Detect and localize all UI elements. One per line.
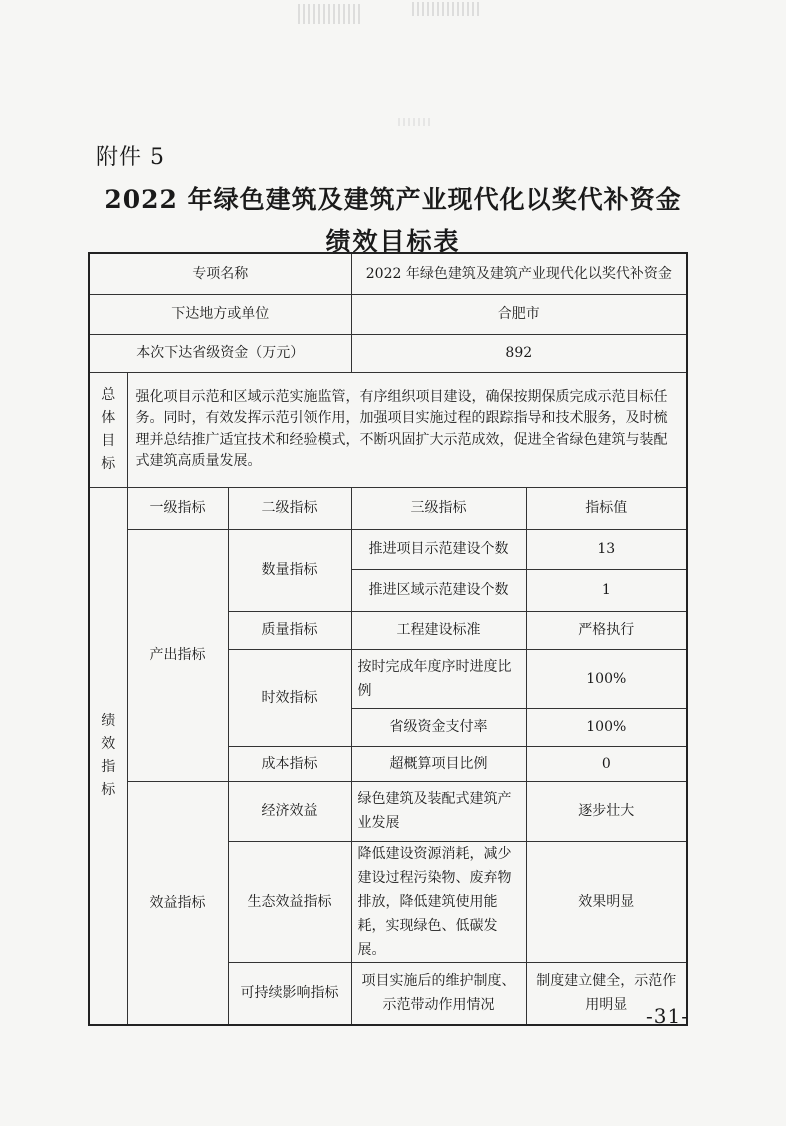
level2-sustainable: 可持续影响指标 [228,962,351,1025]
value-cell: 严格执行 [526,611,687,649]
level2-economic: 经济效益 [228,781,351,841]
overall-goal-side-label: 总 体 目 标 [89,372,127,487]
level3-cell: 降低建设资源消耗，减少建设过程污染物、废弃物排放，降低建筑使用能耗，实现绿色、低碳发展。 [351,841,526,962]
level3-cell: 推进项目示范建设个数 [351,529,526,569]
value-cell: 100% [526,649,687,708]
level3-cell: 按时完成年度序时进度比例 [351,649,526,708]
value-cell: 效果明显 [526,841,687,962]
performance-target-table [88,252,688,1026]
level3-cell: 推进区域示范建设个数 [351,569,526,611]
info-value: 合肥市 [351,294,687,334]
info-row [89,253,687,294]
level3-cell: 绿色建筑及装配式建筑产业发展 [351,781,526,841]
level2-quality: 质量指标 [228,611,351,649]
value-cell: 0 [526,746,687,781]
table-row [89,529,687,569]
value-cell: 1 [526,569,687,611]
level2-timeliness: 时效指标 [228,649,351,746]
scan-artifact [298,4,360,24]
indicator-header-row [89,487,687,529]
info-value: 892 [351,334,687,372]
level3-cell: 省级资金支付率 [351,708,526,746]
overall-goal-row [89,372,687,487]
overall-goal-text: 强化项目示范和区域示范实施监管，有序组织项目建设，确保按期保质完成示范目标任务。同时，有效发挥示范引领作用，加强项目实施过程的跟踪指导和技术服务，及时梳理并总结推广适宜技术和经验模式，不断巩固扩大示范成效，促进全省绿色建筑与装配式建筑高质量发展。 [127,372,687,487]
info-label: 本次下达省级资金（万元） [89,334,351,372]
level1-benefit: 效益指标 [127,781,228,1025]
info-row [89,294,687,334]
header-level1: 一级指标 [127,487,228,529]
level3-cell: 项目实施后的维护制度、示范带动作用情况 [351,962,526,1025]
level3-cell: 超概算项目比例 [351,746,526,781]
header-value: 指标值 [526,487,687,529]
page-number: -31- [646,1004,689,1028]
level2-ecological: 生态效益指标 [228,841,351,962]
info-label: 下达地方或单位 [89,294,351,334]
info-row [89,334,687,372]
scan-artifact [398,118,432,126]
indicators-side-label: 绩 效 指 标 [89,487,127,1025]
scan-artifact [412,2,482,16]
level2-quantity: 数量指标 [228,529,351,611]
document-title: 2022 年绿色建筑及建筑产业现代化以奖代补资金 [104,185,682,214]
header-level3: 三级指标 [351,487,526,529]
document-subtitle: 绩效目标表 [325,227,461,256]
attachment-label: 附件 5 [96,145,165,170]
info-value: 2022 年绿色建筑及建筑产业现代化以奖代补资金 [351,253,687,294]
value-cell: 逐步壮大 [526,781,687,841]
value-cell: 13 [526,529,687,569]
value-cell: 100% [526,708,687,746]
value-cell: 制度建立健全，示范作用明显 [526,962,687,1025]
info-label: 专项名称 [89,253,351,294]
level3-cell: 工程建设标准 [351,611,526,649]
header-level2: 二级指标 [228,487,351,529]
table-row [89,781,687,841]
level1-output: 产出指标 [127,529,228,781]
level2-cost: 成本指标 [228,746,351,781]
